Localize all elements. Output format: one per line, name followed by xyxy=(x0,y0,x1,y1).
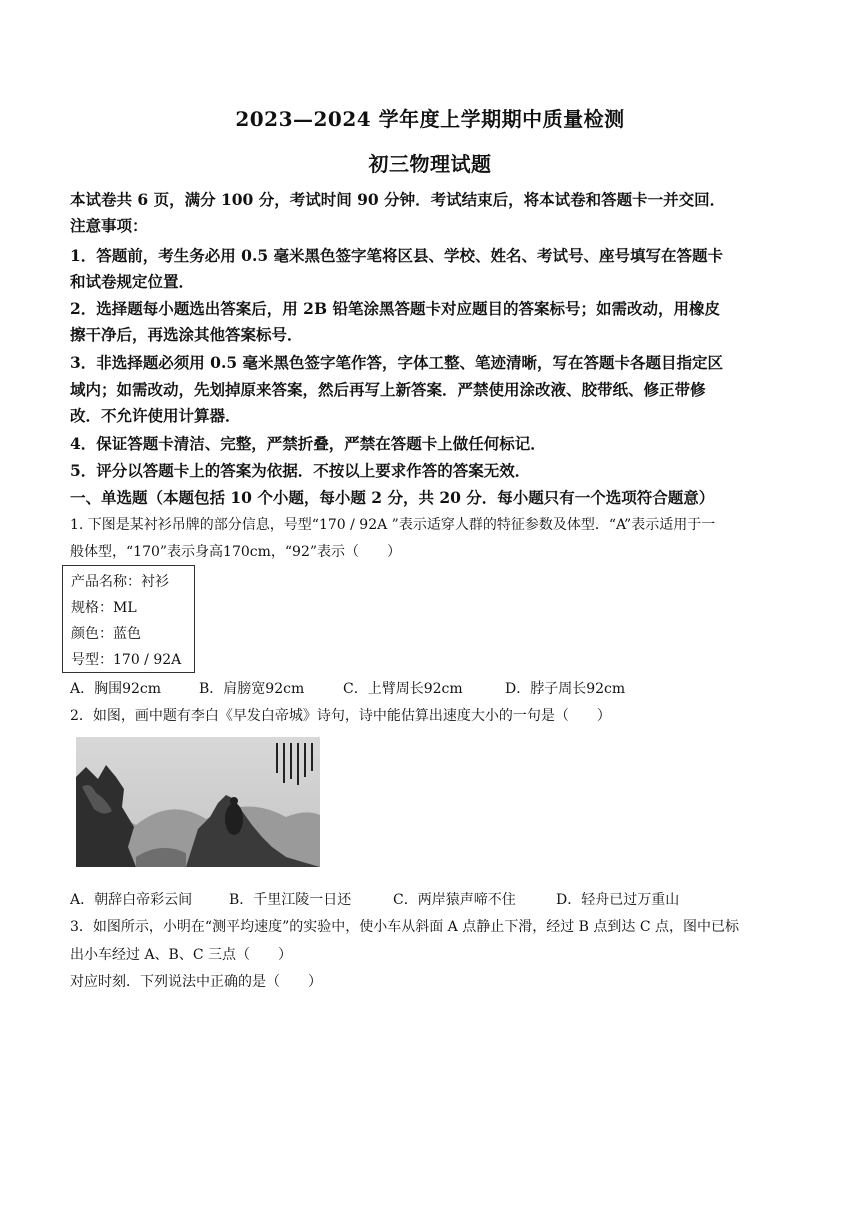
exam-subtitle: 初三物理试题 xyxy=(368,152,492,176)
tag-color: 颜色：蓝色 xyxy=(71,626,141,642)
q2-option-a: A．朝辞白帝彩云间 xyxy=(70,892,193,908)
q2-option-b: B．千里江陵一日还 xyxy=(229,892,352,908)
q3-stem-cont: 出小车经过 A、B、C 三点（ ） xyxy=(70,947,293,963)
note-1-cont: 和试卷规定位置． xyxy=(70,272,195,291)
shirt-tag-box xyxy=(62,565,195,673)
q2-stem: 2．如图，画中题有李白《早发白帝城》诗句，诗中能估算出速度大小的一句是（ ） xyxy=(70,708,611,724)
note-1: 1．答题前，考生务必用 0.5 毫米黑色签字笔将区县、学校、姓名、考试号、座号填写在答题卡 xyxy=(70,246,724,265)
q1-option-d: D．脖子周长92cm xyxy=(505,681,626,697)
q1-option-c: C．上臂周长92cm xyxy=(343,681,463,697)
note-5: 5．评分以答题卡上的答案为依据．不按以上要求作答的答案无效． xyxy=(70,461,531,480)
tag-size: 号型：170 / 92A xyxy=(71,652,182,668)
exam-title: 2023—2024 学年度上学期期中质量检测 xyxy=(235,107,625,131)
section-heading: 一、单选题（本题包括 10 个小题，每小题 2 分，共 20 分．每小题只有一个选项符合题意） xyxy=(70,488,715,507)
tag-product-name: 产品名称：衬衫 xyxy=(71,574,169,590)
note-3-cont: 域内；如需改动，先划掉原来答案，然后再写上新答案．严禁使用涂改液、胶带纸、修正带修 xyxy=(70,380,706,399)
q1-option-a: A．胸围92cm xyxy=(70,681,162,697)
landscape-painting-image xyxy=(76,737,320,867)
q2-option-c: C．两岸猿声啼不住 xyxy=(393,892,516,908)
tag-spec: 规格：ML xyxy=(71,600,137,616)
q1-stem-cont: 般体型，“170”表示身高170cm，“92”表示（ ） xyxy=(70,544,402,560)
note-3: 3．非选择题必须用 0.5 毫米黑色签字笔作答，字体工整、笔迹清晰，写在答题卡各题目指定区 xyxy=(70,353,724,372)
note-2-cont: 擦干净后，再选涂其他答案标号． xyxy=(70,325,303,344)
exam-intro: 本试卷共 6 页，满分 100 分，考试时间 90 分钟．考试结束后，将本试卷和答题卡一并交回． xyxy=(70,190,726,209)
note-4: 4．保证答题卡清洁、完整，严禁折叠，严禁在答题卡上做任何标记． xyxy=(70,434,546,453)
q1-stem: 1. 下图是某衬衫吊牌的部分信息，号型“170 / 92A ”表示适穿人群的特征参数及体型．“A”表示适用于一 xyxy=(70,517,716,533)
q3-stem: 3．如图所示，小明在“测平均速度”的实验中，使小车从斜面 A 点静止下滑，经过 B 点到达 C 点，图中已标 xyxy=(70,919,740,935)
q1-option-b: B．肩膀宽92cm xyxy=(199,681,305,697)
q2-option-d: D．轻舟已过万重山 xyxy=(556,892,680,908)
q3-stem-end: 对应时刻．下列说法中正确的是（ ） xyxy=(70,974,322,990)
note-2: 2．选择题每小题选出答案后，用 2B 铅笔涂黑答题卡对应题目的答案标号；如需改动，用橡皮 xyxy=(70,299,720,318)
note-3-end: 改．不允许使用计算器． xyxy=(70,406,241,425)
notes-heading: 注意事项： xyxy=(70,216,148,235)
